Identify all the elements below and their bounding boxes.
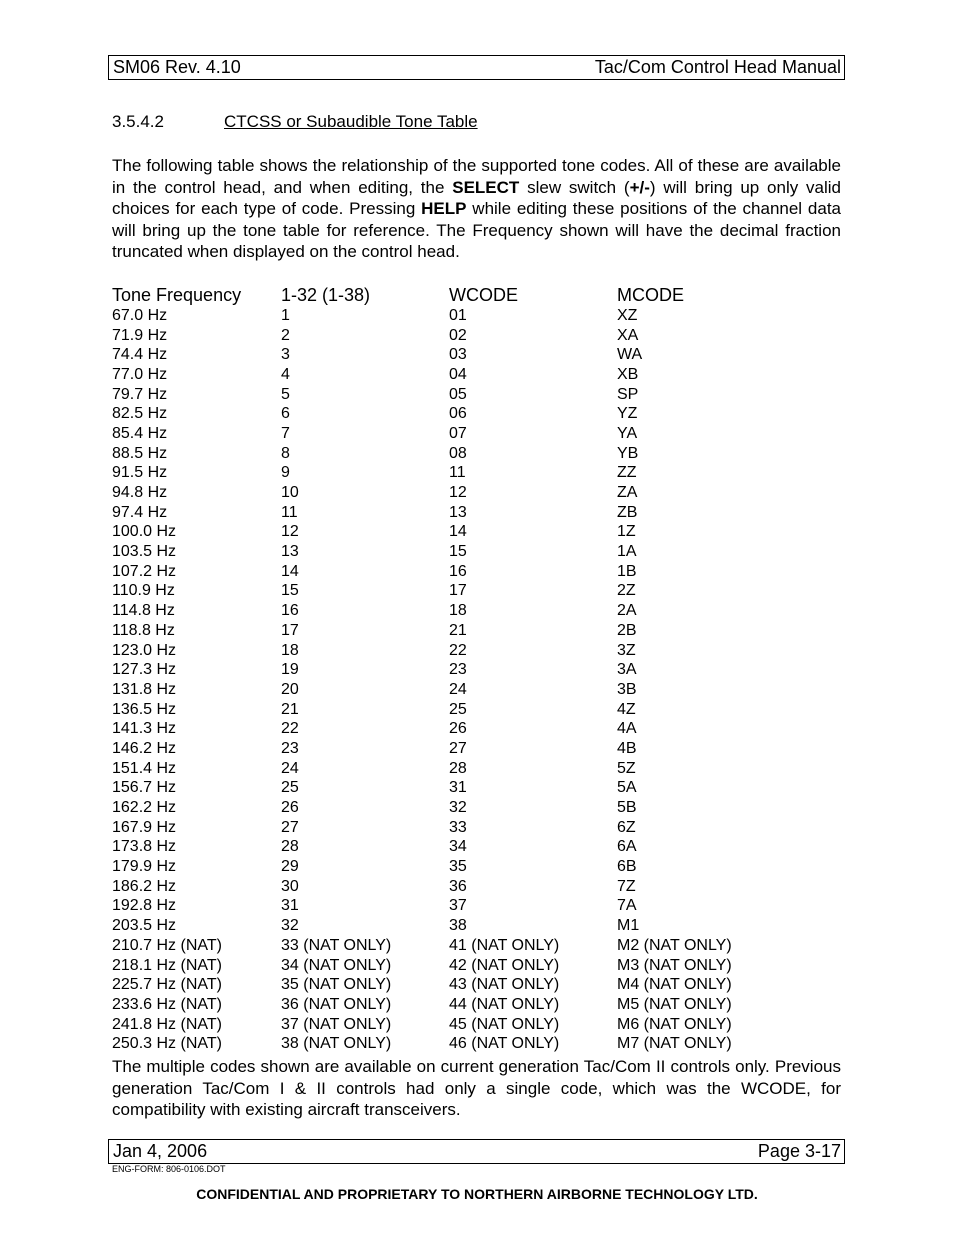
cell-wcode: 12 [449,484,467,502]
cell-code-number: 16 [281,602,299,620]
cell-tone-frequency: 167.9 Hz [112,818,177,836]
cell-code-number: 20 [281,680,299,698]
cell-code-number: 4 [281,365,290,383]
cell-tone-frequency: 123.0 Hz [112,641,177,659]
table-row [112,719,841,739]
column-header-code-number: 1-32 (1-38) [281,284,371,305]
cell-mcode: M4 (NAT ONLY) [617,976,732,994]
cell-code-number: 1 [281,306,290,324]
cell-tone-frequency: 225.7 Hz (NAT) [112,976,222,994]
cell-wcode: 23 [449,661,467,679]
cell-wcode: 13 [449,503,467,521]
cell-tone-frequency: 118.8 Hz [112,621,175,639]
table-row [112,936,841,956]
table-row [112,424,841,444]
cell-wcode: 07 [449,424,467,442]
cell-mcode: XA [617,326,639,344]
cell-mcode: YZ [617,405,638,423]
cell-wcode: 38 [449,917,467,935]
cell-code-number: 29 [281,858,299,876]
table-row [112,995,841,1015]
cell-code-number: 36 (NAT ONLY) [281,995,392,1013]
cell-wcode: 26 [449,720,467,738]
cell-wcode: 16 [449,562,467,580]
help-keyword: HELP [421,199,467,218]
page-header [108,55,845,80]
cell-mcode: M6 (NAT ONLY) [617,1015,732,1033]
cell-code-number: 15 [281,582,299,600]
table-row [112,700,841,720]
cell-wcode: 35 [449,858,467,876]
cell-tone-frequency: 88.5 Hz [112,444,168,462]
table-row [112,1034,841,1054]
table-row [112,897,841,917]
cell-mcode: 6Z [617,818,636,836]
cell-tone-frequency: 79.7 Hz [112,385,168,403]
table-row [112,739,841,759]
cell-code-number: 10 [281,484,299,502]
cell-code-number: 9 [281,464,290,482]
cell-wcode: 41 (NAT ONLY) [449,936,560,954]
plus-minus-keyword: +/- [629,177,650,197]
cell-tone-frequency: 141.3 Hz [112,720,177,738]
column-header-wcode: WCODE [449,284,518,305]
cell-tone-frequency: 107.2 Hz [112,562,177,580]
section-heading [112,112,478,132]
cell-wcode: 31 [449,779,467,797]
confidentiality-notice: CONFIDENTIAL AND PROPRIETARY TO NORTHERN AIRBORNE TECHNOLOGY LTD. [196,1186,758,1202]
cell-code-number: 8 [281,444,290,462]
table-header-row [112,284,841,306]
cell-wcode: 14 [449,523,467,541]
cell-tone-frequency: 162.2 Hz [112,799,177,817]
cell-tone-frequency: 82.5 Hz [112,405,168,423]
cell-mcode: M1 [617,917,640,935]
cell-tone-frequency: 77.0 Hz [112,365,168,383]
cell-wcode: 05 [449,385,467,403]
column-header-mcode: MCODE [617,284,684,305]
cell-wcode: 17 [449,582,467,600]
table-row [112,345,841,365]
table-row [112,818,841,838]
cell-wcode: 21 [449,621,467,639]
cell-code-number: 30 [281,877,299,895]
intro-text-1: The following table shows the relationship of the supported tone codes. All of these are available in the control head, and when editing, the [112,156,841,197]
table-row [112,956,841,976]
cell-wcode: 36 [449,877,467,895]
cell-tone-frequency: 186.2 Hz [112,877,177,895]
cell-mcode: 3A [617,661,637,679]
cell-tone-frequency: 74.4 Hz [112,346,168,364]
cell-mcode: M5 (NAT ONLY) [617,995,732,1013]
cell-mcode: 1A [617,543,637,561]
cell-code-number: 33 (NAT ONLY) [281,936,392,954]
cell-wcode: 25 [449,700,467,718]
cell-code-number: 38 (NAT ONLY) [281,1035,392,1053]
column-header-tone-frequency: Tone Frequency [112,284,242,305]
cell-code-number: 31 [281,897,299,915]
cell-tone-frequency: 110.9 Hz [112,582,175,600]
cell-mcode: 2A [617,602,637,620]
table-row [112,1015,841,1035]
cell-code-number: 6 [281,405,290,423]
cell-wcode: 37 [449,897,467,915]
table-row [112,542,841,562]
cell-tone-frequency: 103.5 Hz [112,543,177,561]
table-row [112,621,841,641]
cell-tone-frequency: 233.6 Hz (NAT) [112,995,222,1013]
cell-wcode: 02 [449,326,467,344]
cell-code-number: 24 [281,759,299,777]
cell-code-number: 12 [281,523,299,541]
cell-wcode: 33 [449,818,467,836]
tone-table [112,284,841,1054]
section-number: 3.5.4.2 [112,112,164,131]
cell-tone-frequency: 91.5 Hz [112,464,168,482]
cell-code-number: 5 [281,385,290,403]
cell-mcode: M7 (NAT ONLY) [617,1035,732,1053]
cell-tone-frequency: 136.5 Hz [112,700,177,718]
cell-mcode: 7Z [617,877,636,895]
cell-mcode: 1B [617,562,637,580]
cell-mcode: 5A [617,779,637,797]
table-row [112,582,841,602]
cell-mcode: 6B [617,858,637,876]
cell-code-number: 35 (NAT ONLY) [281,976,392,994]
cell-tone-frequency: 241.8 Hz (NAT) [112,1015,222,1033]
cell-code-number: 28 [281,838,299,856]
table-row [112,779,841,799]
table-row [112,385,841,405]
cell-code-number: 19 [281,661,299,679]
cell-code-number: 13 [281,543,299,561]
cell-code-number: 32 [281,917,299,935]
cell-mcode: YA [617,424,638,442]
cell-code-number: 26 [281,799,299,817]
cell-mcode: XZ [617,306,638,324]
cell-tone-frequency: 67.0 Hz [112,306,168,324]
cell-code-number: 14 [281,562,299,580]
cell-code-number: 11 [281,503,298,521]
cell-mcode: 7A [617,897,637,915]
cell-code-number: 7 [281,424,290,442]
table-row [112,503,841,523]
cell-mcode: 3B [617,680,637,698]
table-row [112,641,841,661]
footer-date: Jan 4, 2006 [113,1141,208,1161]
cell-tone-frequency: 114.8 Hz [112,602,175,620]
cell-wcode: 11 [449,464,466,482]
cell-wcode: 42 (NAT ONLY) [449,956,560,974]
cell-code-number: 2 [281,326,290,344]
cell-wcode: 46 (NAT ONLY) [449,1035,560,1053]
table-row [112,306,841,326]
cell-tone-frequency: 131.8 Hz [112,680,177,698]
cell-mcode: ZZ [617,464,637,482]
cell-mcode: 6A [617,838,637,856]
cell-mcode: M2 (NAT ONLY) [617,936,732,954]
table-row [112,975,841,995]
cell-tone-frequency: 210.7 Hz (NAT) [112,936,222,954]
cell-mcode: 5Z [617,759,636,777]
cell-wcode: 34 [449,838,467,856]
cell-code-number: 17 [281,621,299,639]
table-row [112,916,841,936]
table-row [112,365,841,385]
cell-wcode: 28 [449,759,467,777]
cell-wcode: 15 [449,543,467,561]
cell-tone-frequency: 127.3 Hz [112,661,177,679]
cell-mcode: 4Z [617,700,636,718]
table-row [112,838,841,858]
cell-code-number: 27 [281,818,299,836]
cell-code-number: 21 [281,700,299,718]
cell-code-number: 22 [281,720,299,738]
cell-tone-frequency: 146.2 Hz [112,739,177,757]
table-row [112,877,841,897]
cell-mcode: ZA [617,484,638,502]
intro-text-3: ) will bring up only valid choices for each type of code. Pressing [112,177,841,218]
intro-paragraph [112,155,841,263]
cell-wcode: 32 [449,799,467,817]
cell-mcode: WA [617,346,643,364]
table-row [112,523,841,543]
table-row [112,444,841,464]
cell-code-number: 34 (NAT ONLY) [281,956,392,974]
cell-tone-frequency: 156.7 Hz [112,779,177,797]
cell-mcode: 2Z [617,582,636,600]
cell-tone-frequency: 192.8 Hz [112,897,177,915]
cell-wcode: 43 (NAT ONLY) [449,976,560,994]
table-row [112,464,841,484]
cell-code-number: 25 [281,779,299,797]
intro-text-2: slew switch ( [519,177,630,197]
cell-mcode: 5B [617,799,637,817]
cell-wcode: 44 (NAT ONLY) [449,995,560,1013]
cell-wcode: 01 [449,306,467,324]
cell-tone-frequency: 97.4 Hz [112,503,168,521]
cell-mcode: SP [617,385,639,403]
cell-mcode: 2B [617,621,637,639]
cell-mcode: 4A [617,720,637,738]
cell-tone-frequency: 179.9 Hz [112,858,177,876]
table-row [112,562,841,582]
cell-tone-frequency: 250.3 Hz (NAT) [112,1035,222,1053]
cell-code-number: 3 [281,346,290,364]
cell-mcode: ZB [617,503,638,521]
table-row [112,660,841,680]
table-row [112,404,841,424]
cell-mcode: 4B [617,739,637,757]
cell-wcode: 08 [449,444,467,462]
cell-tone-frequency: 100.0 Hz [112,523,177,541]
cell-wcode: 18 [449,602,467,620]
header-manual-title: Tac/Com Control Head Manual [594,57,841,77]
table-row [112,680,841,700]
cell-mcode: 3Z [617,641,636,659]
cell-tone-frequency: 151.4 Hz [112,759,177,777]
cell-tone-frequency: 218.1 Hz (NAT) [112,956,222,974]
closing-paragraph: The multiple codes shown are available on current generation Tac/Com II controls only. Previous generation Tac/Com I & II controls had only a single code, which was the WCODE, for compatibility with existing aircraft transceivers. [112,1057,841,1119]
cell-mcode: M3 (NAT ONLY) [617,956,732,974]
table-row [112,759,841,779]
cell-wcode: 03 [449,346,467,364]
table-row [112,483,841,503]
cell-wcode: 24 [449,680,467,698]
table-row [112,857,841,877]
intro-text-4: while editing these positions of the channel data will bring up the tone table for reference. The Frequency shown will have the decimal fraction truncated when displayed on the control head. [112,199,841,261]
cell-tone-frequency: 94.8 Hz [112,484,168,502]
cell-wcode: 04 [449,365,467,383]
cell-tone-frequency: 173.8 Hz [112,838,177,856]
cell-tone-frequency: 203.5 Hz [112,917,177,935]
header-doc-revision: SM06 Rev. 4.10 [113,57,241,77]
cell-wcode: 06 [449,405,467,423]
table-row [112,326,841,346]
page-footer [108,1139,845,1164]
select-keyword: SELECT [452,177,520,197]
footer-page-number: Page 3-17 [757,1141,841,1161]
eng-form-id: ENG-FORM: 806-0106.DOT [112,1164,226,1174]
cell-code-number: 23 [281,739,299,757]
cell-tone-frequency: 85.4 Hz [112,424,168,442]
cell-mcode: XB [617,365,639,383]
cell-mcode: YB [617,444,639,462]
cell-code-number: 18 [281,641,299,659]
table-row [112,798,841,818]
cell-wcode: 22 [449,641,467,659]
section-title: CTCSS or Subaudible Tone Table [224,112,478,131]
table-row [112,601,841,621]
cell-tone-frequency: 71.9 Hz [112,326,168,344]
cell-wcode: 45 (NAT ONLY) [449,1015,560,1033]
cell-mcode: 1Z [617,523,636,541]
cell-code-number: 37 (NAT ONLY) [281,1015,392,1033]
cell-wcode: 27 [449,739,467,757]
